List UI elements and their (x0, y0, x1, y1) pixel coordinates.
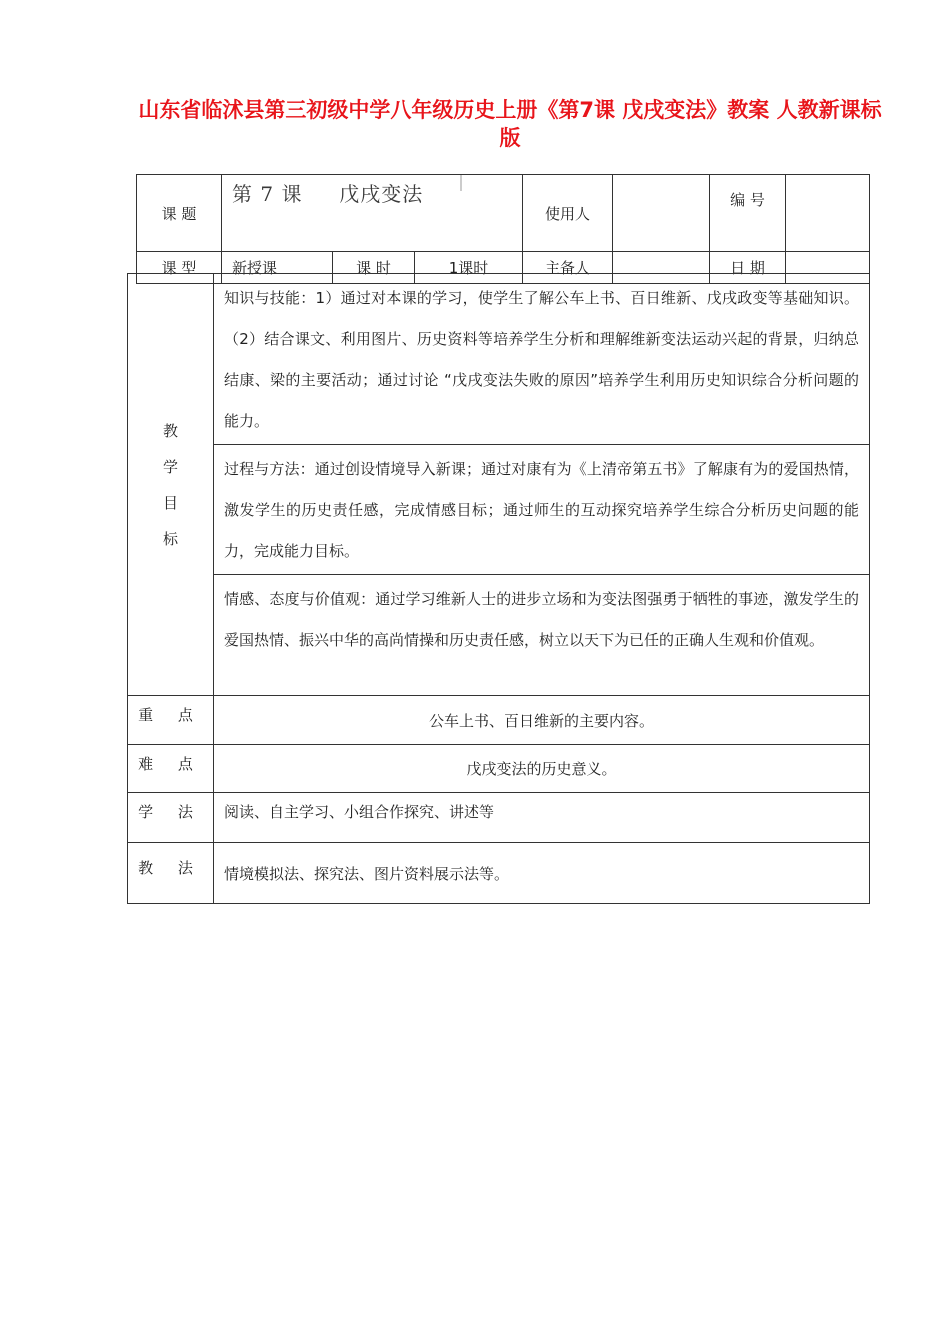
teach-method-value: 情境模拟法、探究法、图片资料展示法等。 (214, 843, 870, 904)
focus-label: 重 点 (128, 696, 214, 745)
objectives-label-char-3: 目 (162, 493, 178, 512)
type-label: 课 型 (137, 252, 222, 284)
topic-label: 课 题 (137, 175, 222, 252)
topic-divider (460, 175, 462, 191)
study-method-label: 学 法 (128, 793, 214, 843)
date-label: 日 期 (710, 252, 786, 284)
objective-knowledge: 知识与技能：1）通过对本课的学习，使学生了解公车上书、百日维新、戊戌政变等基础知识。（2）结合课文、利用图片、历史资料等培养学生分析和理解维新变法运动兴起的背景，归纳总结康、梁的主要活动；通过讨论 “戊戌变法失败的原因”培养学生利用历史知识综合分析问题的能力。 (214, 274, 870, 445)
teach-method-label: 教 法 (128, 843, 214, 904)
difficulty-label: 难 点 (128, 745, 214, 793)
objectives-label-char-4: 标 (162, 529, 178, 548)
topic-value-cell (222, 175, 523, 252)
hours-value: 1课时 (415, 252, 523, 284)
objectives-label-char-2: 学 (162, 457, 178, 476)
preparer-label: 主备人 (523, 252, 613, 284)
document-title: 山东省临沭县第三初级中学八年级历史上册《第7课 戊戌变法》教案 人教新课标版 (138, 98, 882, 150)
header-table (136, 174, 870, 284)
study-method-value: 阅读、自主学习、小组合作探究、讲述等 (214, 793, 870, 843)
objective-emotion: 情感、态度与价值观：通过学习维新人士的进步立场和为变法图强勇于牺牲的事迹，激发学生的爱国热情、振兴中华的高尚情操和历史责任感，树立以天下为已任的正确人生观和价值观。 (214, 575, 870, 696)
user-value (613, 175, 710, 252)
user-label: 使用人 (523, 175, 613, 252)
objectives-label-char-1: 教 (162, 421, 178, 440)
objective-process: 过程与方法：通过创设情境导入新课；通过对康有为《上清帝第五书》了解康有为的爱国热情，激发学生的历史责任感，完成情感目标；通过师生的互动探究培养学生综合分析历史问题的能力，完成能力目标。 (214, 445, 870, 575)
topic-value: 第 7 课 戊戌变法 (232, 182, 424, 206)
number-value (786, 175, 870, 252)
difficulty-value: 戊戌变法的历史意义。 (214, 745, 870, 793)
lesson-plan-table (127, 273, 870, 904)
hours-label: 课 时 (333, 252, 415, 284)
objectives-label (128, 274, 214, 696)
focus-value: 公车上书、百日维新的主要内容。 (214, 696, 870, 745)
type-value: 新授课 (222, 252, 333, 284)
number-label: 编 号 (710, 175, 786, 252)
